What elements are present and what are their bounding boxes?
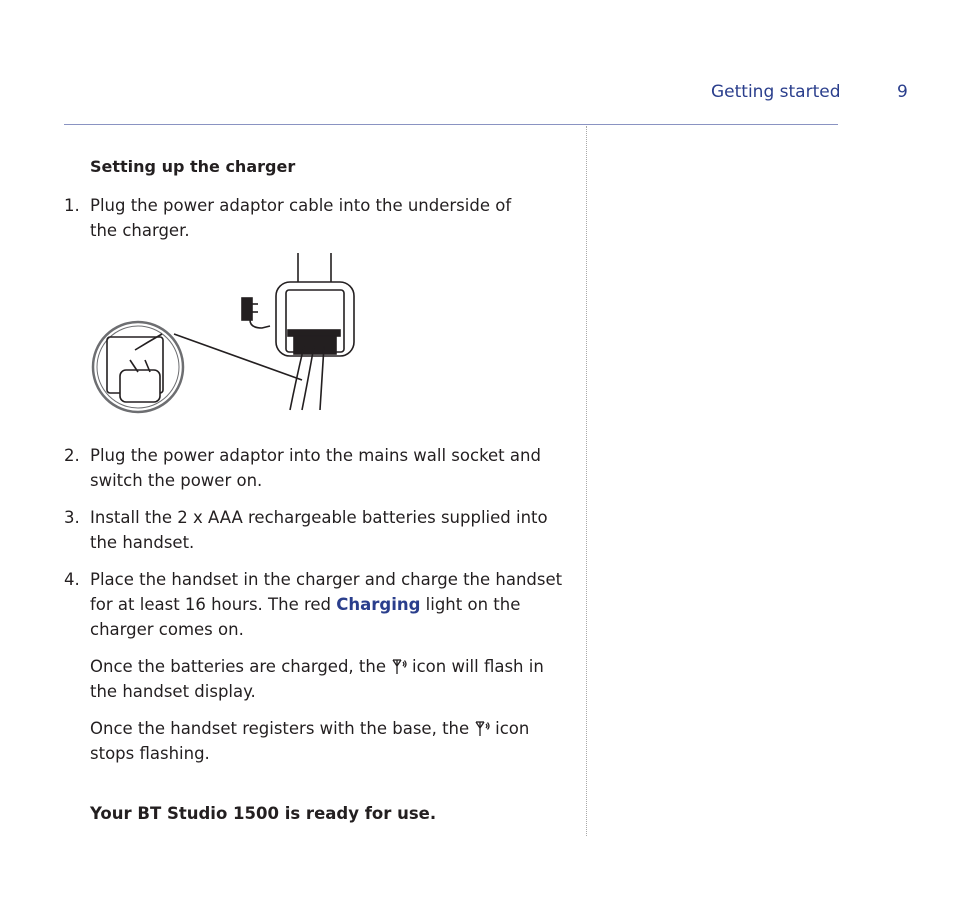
signal-antenna-icon [391,658,407,675]
step-number: 3. [64,508,80,527]
step-line: switch the power on. [90,471,263,490]
step-line: Place the handset in the charger and charge the handset [90,570,563,589]
note-text: Once the batteries are charged, the [90,657,387,676]
step-line: Plug the power adaptor into the mains wall socket and [90,446,541,465]
step-text [90,193,570,243]
step-line: Install the 2 x AAA rechargeable batteries supplied into [90,508,548,527]
step-line: the handset. [90,533,195,552]
note-text: icon [495,719,530,738]
step-number: 2. [64,446,80,465]
step-text-fragment: light on the [420,595,521,614]
step-text [90,443,570,493]
step-text [90,505,570,555]
note-line: stops flashing. [90,744,210,763]
note-line: the handset display. [90,682,256,701]
step-line [90,592,570,617]
note-batteries-charged [90,654,565,704]
step-number: 1. [64,196,80,215]
note-line [90,716,565,741]
note-handset-registered [90,716,565,766]
step-text-fragment: for at least 16 hours. The red [90,595,337,614]
note-text: Once the handset registers with the base, the [90,719,470,738]
header-rule [64,124,838,125]
signal-antenna-icon [474,720,490,737]
column-separator [586,126,587,836]
ready-message: Your BT Studio 1500 is ready for use. [90,804,437,823]
step-line: the charger. [90,221,190,240]
section-heading: Setting up the charger [90,157,296,176]
page-number: 9 [897,82,908,102]
step-number: 4. [64,570,80,589]
charging-light-label: Charging [336,595,421,614]
step-text [90,567,570,642]
note-text: icon will flash in [412,657,544,676]
note-line [90,654,565,679]
charger-power-adaptor-illustration [90,250,370,415]
step-line: Plug the power adaptor cable into the underside of [90,196,512,215]
step-line: charger comes on. [90,620,244,639]
running-header-section: Getting started [711,82,841,102]
